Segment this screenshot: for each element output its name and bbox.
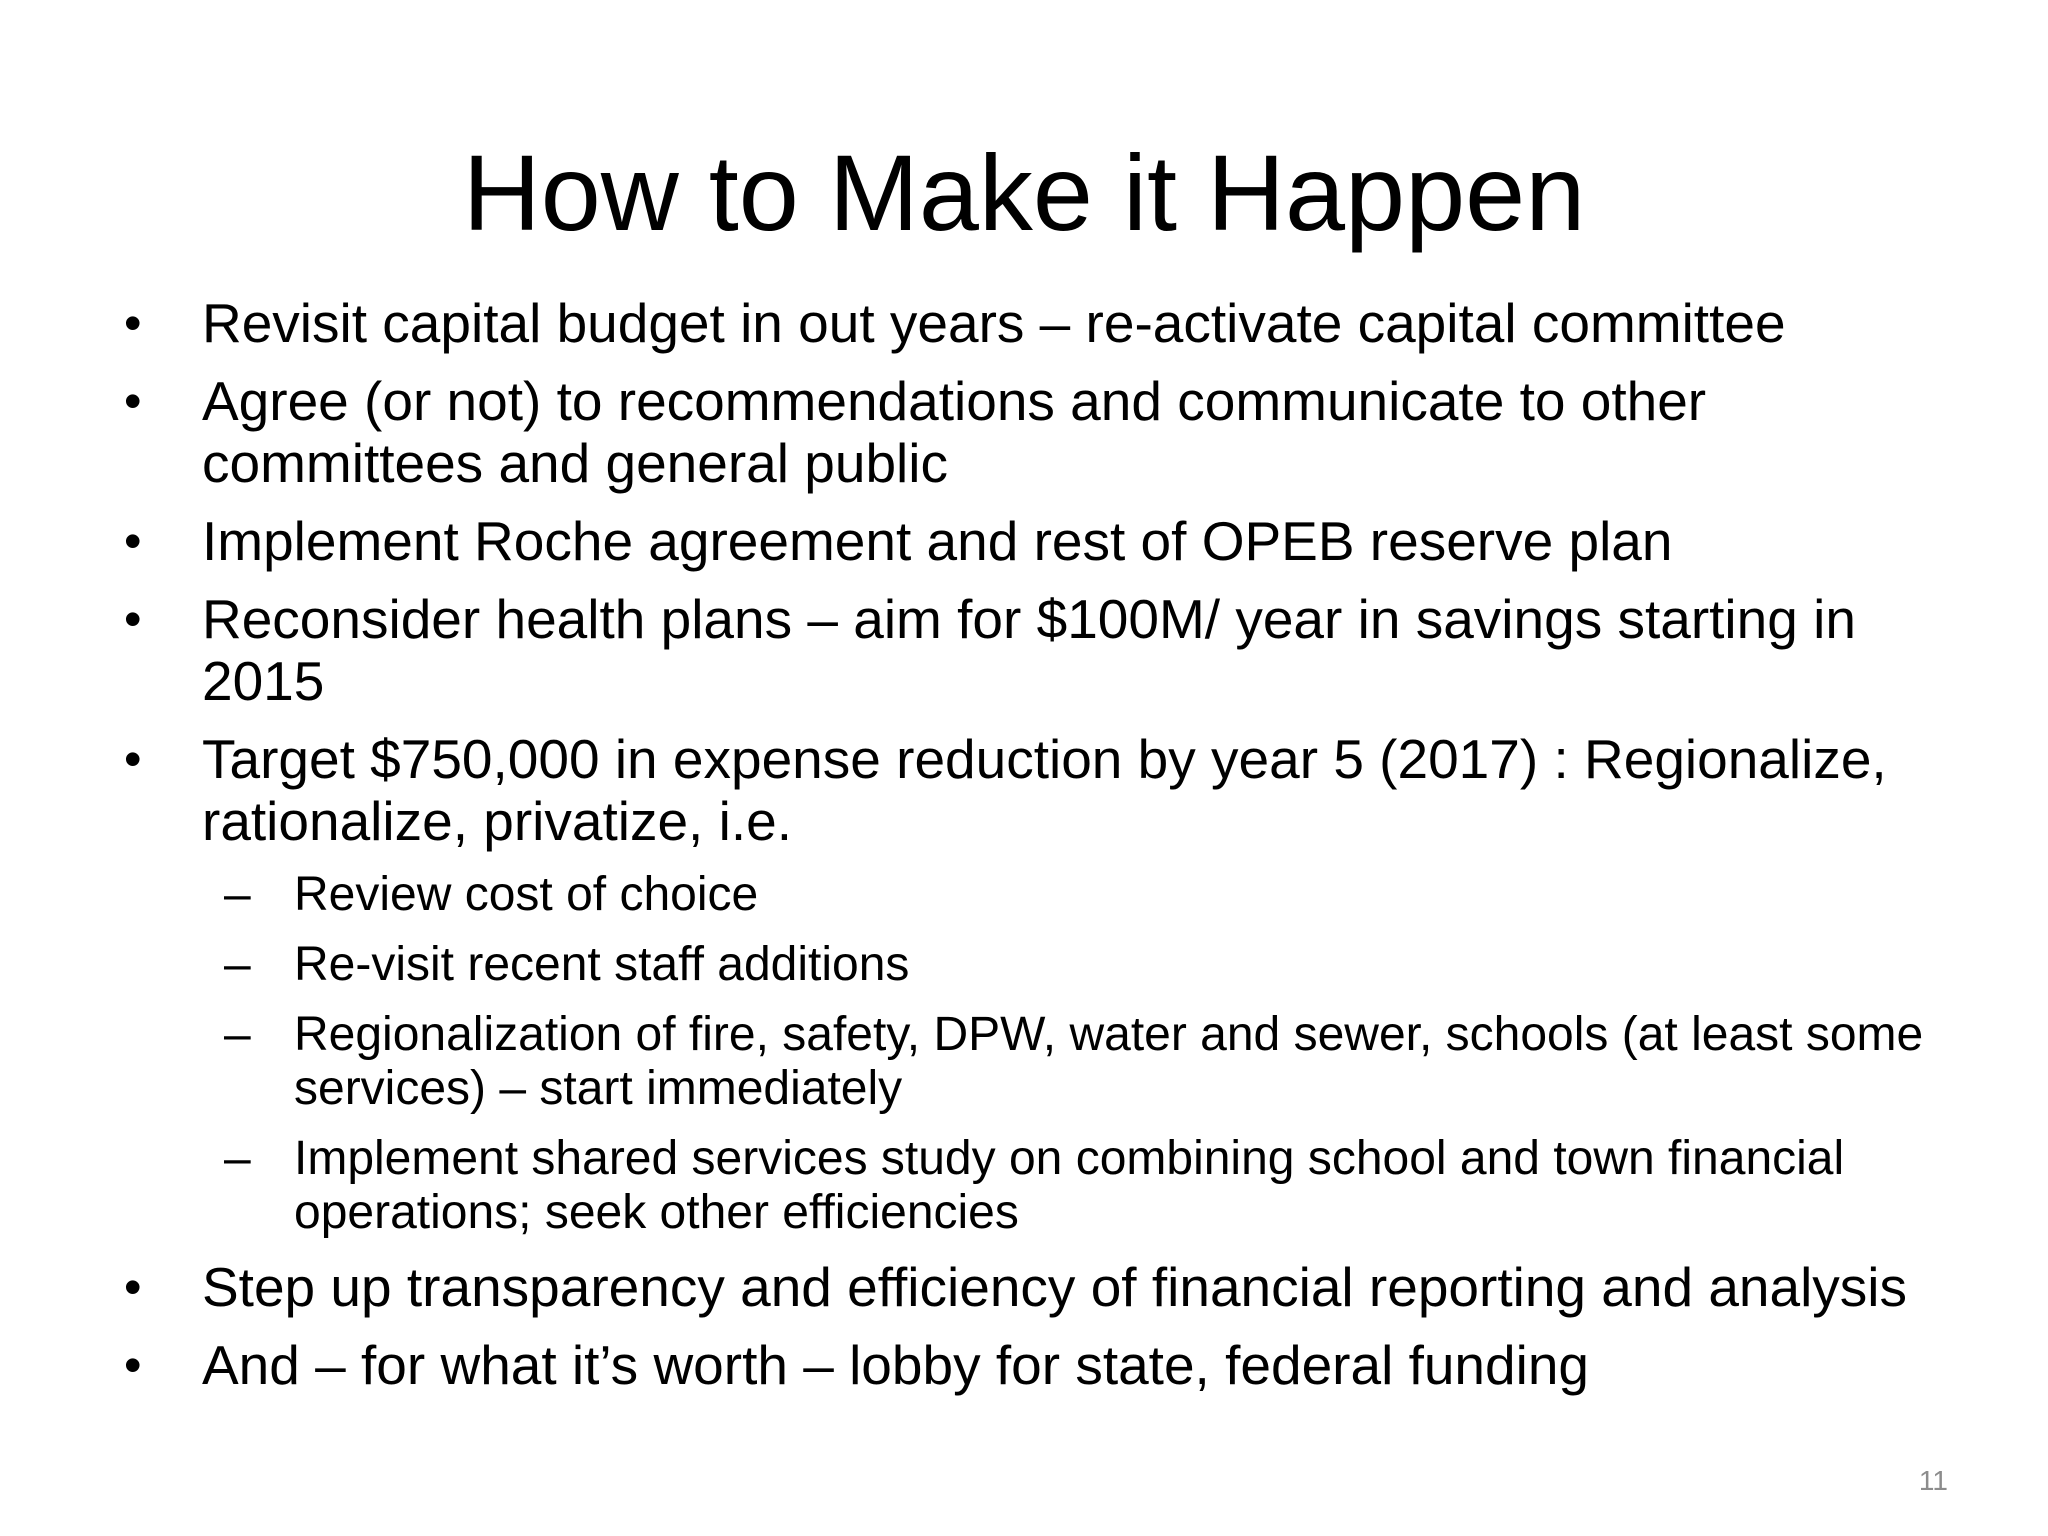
bullet-marker: • [124,373,142,429]
list-item [120,728,1960,852]
dash-marker: – [224,938,251,991]
list-item [120,1334,1960,1396]
sub-list-item-text: Re-visit recent staff additions [294,938,910,991]
list-item-text: Revisit capital budget in out years – re-activate capital committee [202,292,1786,354]
list-item [120,292,1960,354]
bullet-marker: • [124,1259,142,1315]
dash-marker: – [224,868,251,921]
bullet-marker: • [124,1337,142,1393]
sub-list-item [120,868,1960,922]
list-item-text: Step up transparency and efficiency of financial reporting and analysis [202,1256,1908,1318]
sub-list-item-text: Regionalization of fire, safety, DPW, water and sewer, schools (at least some services) – start immediately [294,1008,1924,1115]
bullet-marker: • [124,513,142,569]
list-item-text: Target $750,000 in expense reduction by year 5 (2017) : Regionalize, rationalize, privatize, i.e. [202,728,1887,852]
list-item-text: And – for what it’s worth – lobby for state, federal funding [202,1334,1590,1396]
list-item [120,370,1960,494]
slide-title: How to Make it Happen [462,132,1586,253]
dash-marker: – [224,1008,251,1061]
bullet-marker: • [124,731,142,787]
bullet-marker: • [124,295,142,351]
list-item-text: Reconsider health plans – aim for $100M/ year in savings starting in 2015 [202,588,1856,712]
sub-list [120,868,1960,1240]
dash-marker: – [224,1132,251,1185]
list-item-text: Implement Roche agreement and rest of OPEB reserve plan [202,510,1673,572]
page-number: 11 [1918,1465,1948,1496]
bullet-marker: • [124,591,142,647]
list-item [120,588,1960,712]
list-item [120,1256,1960,1318]
list-item [120,510,1960,572]
sub-list-item-text: Review cost of choice [294,868,759,921]
sub-list-item [120,1008,1960,1116]
list-item-text: Agree (or not) to recommendations and communicate to other committees and general public [202,370,1707,494]
bullet-list [120,292,1960,1412]
sub-list-item-text: Implement shared services study on combining school and town financial operations; seek other efficiencies [294,1132,1845,1239]
sub-list-item [120,938,1960,992]
sub-list-item [120,1132,1960,1240]
